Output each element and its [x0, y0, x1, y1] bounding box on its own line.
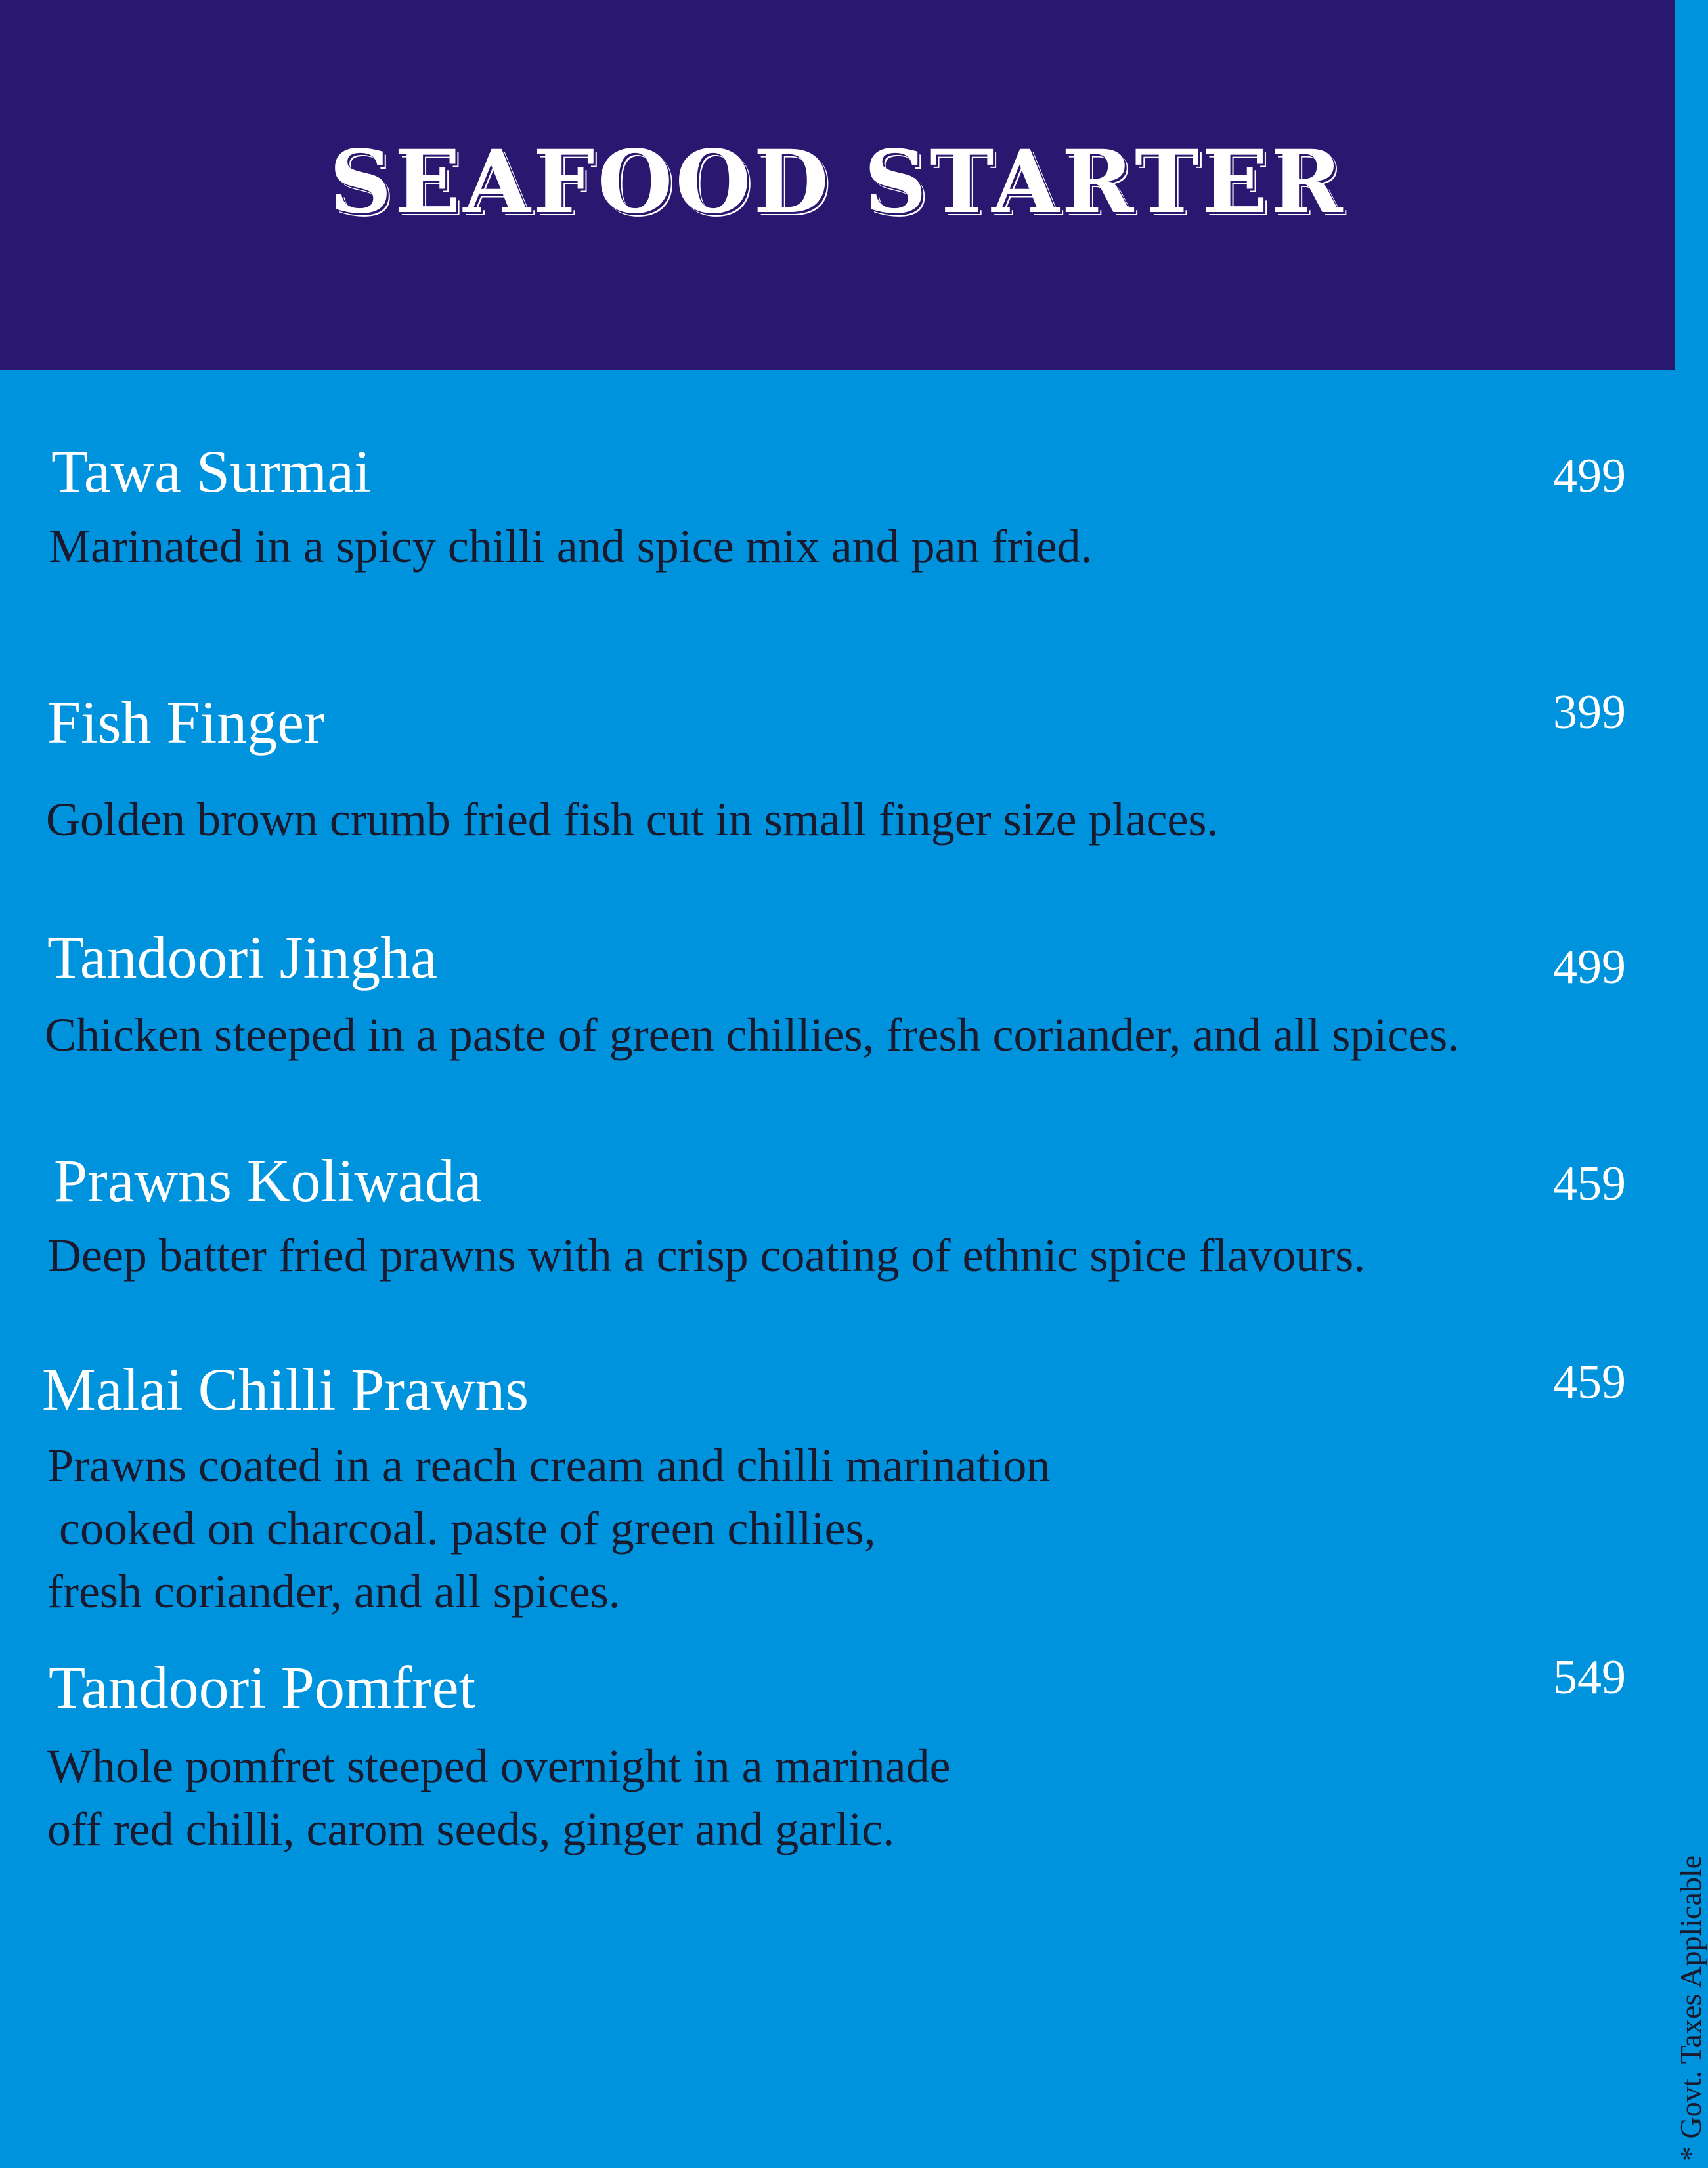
- menu-item-name: Tandoori Pomfret: [49, 1654, 476, 1721]
- menu-item-price: 399: [1553, 685, 1626, 739]
- page-title: SEAFOOD STARTER: [329, 131, 1346, 233]
- menu-item-name: Tawa Surmai: [51, 438, 371, 505]
- menu-item-price: 549: [1553, 1651, 1626, 1704]
- menu-item-price: 459: [1553, 1355, 1626, 1409]
- header-banner: [0, 0, 1675, 370]
- menu-item-description: Golden brown crumb fried fish cut in small finger size places.: [46, 793, 1219, 846]
- menu-item-name: Fish Finger: [47, 689, 324, 756]
- menu-item-name: Tandoori Jingha: [47, 924, 438, 991]
- menu-item-price: 499: [1553, 940, 1626, 994]
- menu-item-description: Chicken steeped in a paste of green chillies, fresh coriander, and all spices.: [45, 1008, 1460, 1061]
- menu-item-price: 459: [1553, 1157, 1626, 1211]
- tax-note: * Govt. Taxes Applicable: [1674, 1855, 1707, 2161]
- menu-item-name: Prawns Koliwada: [54, 1147, 482, 1214]
- menu-item-description: Whole pomfret steeped overnight in a marinade off red chilli, carom seeds, ginger and garlic.: [47, 1740, 951, 1855]
- menu-item-name: Malai Chilli Prawns: [42, 1356, 529, 1423]
- menu-item-description: Deep batter fried prawns with a crisp coating of ethnic spice flavours.: [47, 1229, 1366, 1282]
- menu-item-description: Marinated in a spicy chilli and spice mix and pan fried.: [49, 520, 1093, 573]
- menu-item-price: 499: [1553, 449, 1626, 503]
- menu-item-description: Prawns coated in a reach cream and chilli marination cooked on charcoal. paste of green chillies, fresh coriander, and all spices.: [47, 1439, 1051, 1618]
